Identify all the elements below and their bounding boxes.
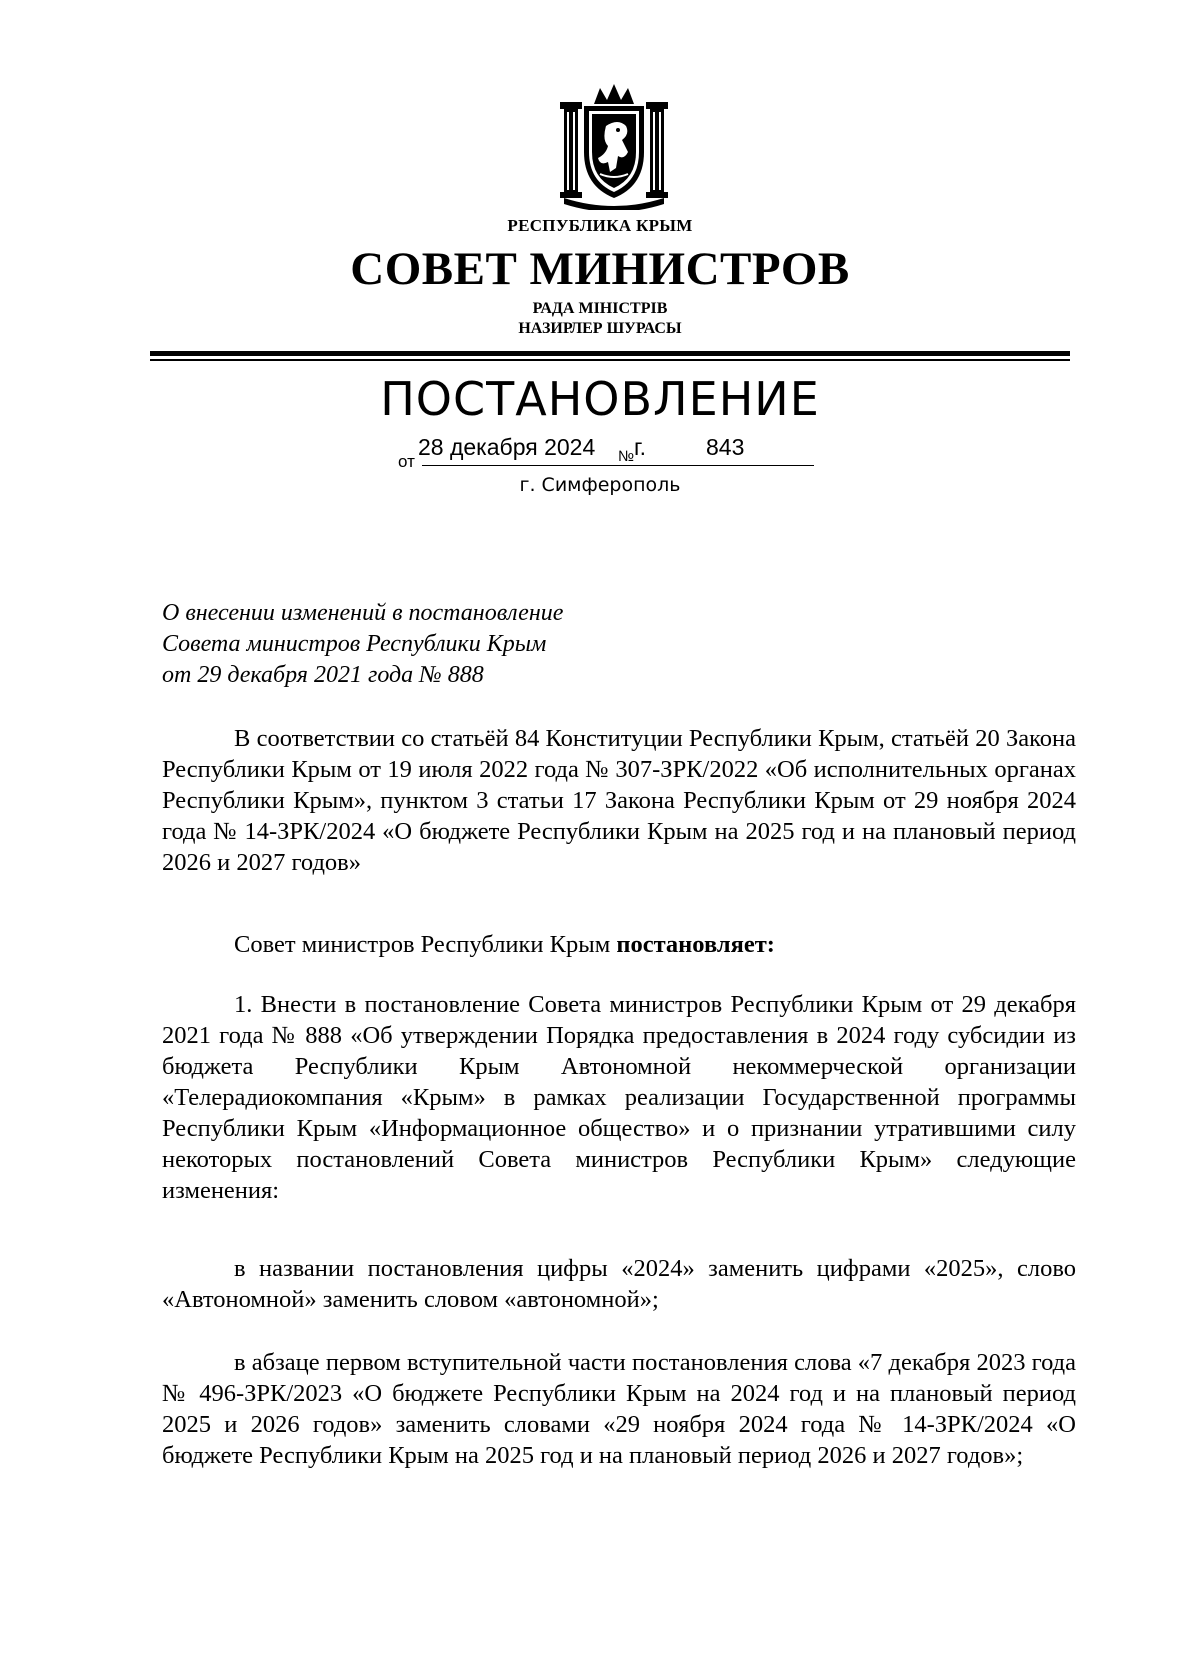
council-of-ministers-heading: СОВЕТ МИНИСТРОВ [350,243,850,295]
crimea-coat-of-arms-icon [560,82,668,210]
subject-line: Совета министров Республики Крым [162,631,547,657]
resolves-prefix: Совет министров Республики Крым [234,931,617,958]
date-prefix: от [398,452,415,471]
decree-title: ПОСТАНОВЛЕНИЕ [380,372,820,426]
republic-name: РЕСПУБЛИКА КРЫМ [507,216,693,235]
item-1-text: 1. Внести в постановление Совета министров Республики Крым от 29 декабря 2021 года № 888 «Об утверждении Порядка предоставления в 2024 году субсидии из бюджета Республики Крым Автономной некоммерческой организации «Телерадиокомпания «Крым» в рамках реализации Государственной программы Республики Крым «Информационное общество» и о признании утратившими силу некоторых постановлений Совета министров Республики Крым» следующие изменения: [162,991,1076,1204]
change-1-paragraph [162,1253,1076,1315]
council-name-crimean-tatar: НАЗИРЛЕР ШУРАСЫ [518,320,682,337]
change-1-text: в названии постановления цифры «2024» заменить цифрами «2025», слово «Автономной» заменить словом «автономной»; [162,1255,1076,1313]
header-divider-thick [150,351,1070,356]
decree-city: г. Симферополь [519,474,681,496]
legal-basis-text: В соответствии со статьёй 84 Конституции Республики Крым, статьёй 20 Закона Республики Крым от 19 июля 2022 года № 307-ЗРК/2022 «Об исполнительных органах Республики Крым», пунктом 3 статьи 17 Закона Республики Крым от 29 ноября 2024 года № 14-ЗРК/2024 «О бюджете Республики Крым на 2025 год и на плановый период 2026 и 2027 годов» [162,725,1076,876]
council-name-ukrainian: РАДА МІНІСТРІВ [532,300,668,317]
subject-line: О внесении изменений в постановление [162,600,564,626]
resolves-text [162,929,1076,960]
dateline-underline [422,465,814,466]
header-divider-thin [150,359,1070,361]
item-1-paragraph [162,989,1076,1206]
subject-line: от 29 декабря 2021 года № 888 [162,662,484,688]
resolves-paragraph [162,929,1076,960]
resolves-keyword: постановляет: [616,931,775,958]
council-name-translations [0,299,1200,339]
decree-dateline [398,434,818,474]
decree-subject [162,598,563,691]
decree-date: 28 декабря 2024 [418,434,596,460]
change-2-text: в абзаце первом вступительной части постановления слова «7 декабря 2023 года № 496-ЗРК/2023 «О бюджете Республики Крым на 2024 год и на плановый период 2025 и 2026 годов» заменить словами «29 ноября 2024 года № 14-ЗРК/2024 «О бюджете Республики Крым на 2025 год и на плановый период 2026 и 2027 годов»; [162,1349,1076,1469]
decree-number: 843 [706,434,745,460]
legal-basis-paragraph [162,723,1076,878]
change-2-paragraph [162,1347,1076,1471]
number-sign: № [618,448,635,465]
year-suffix: г. [634,434,646,460]
